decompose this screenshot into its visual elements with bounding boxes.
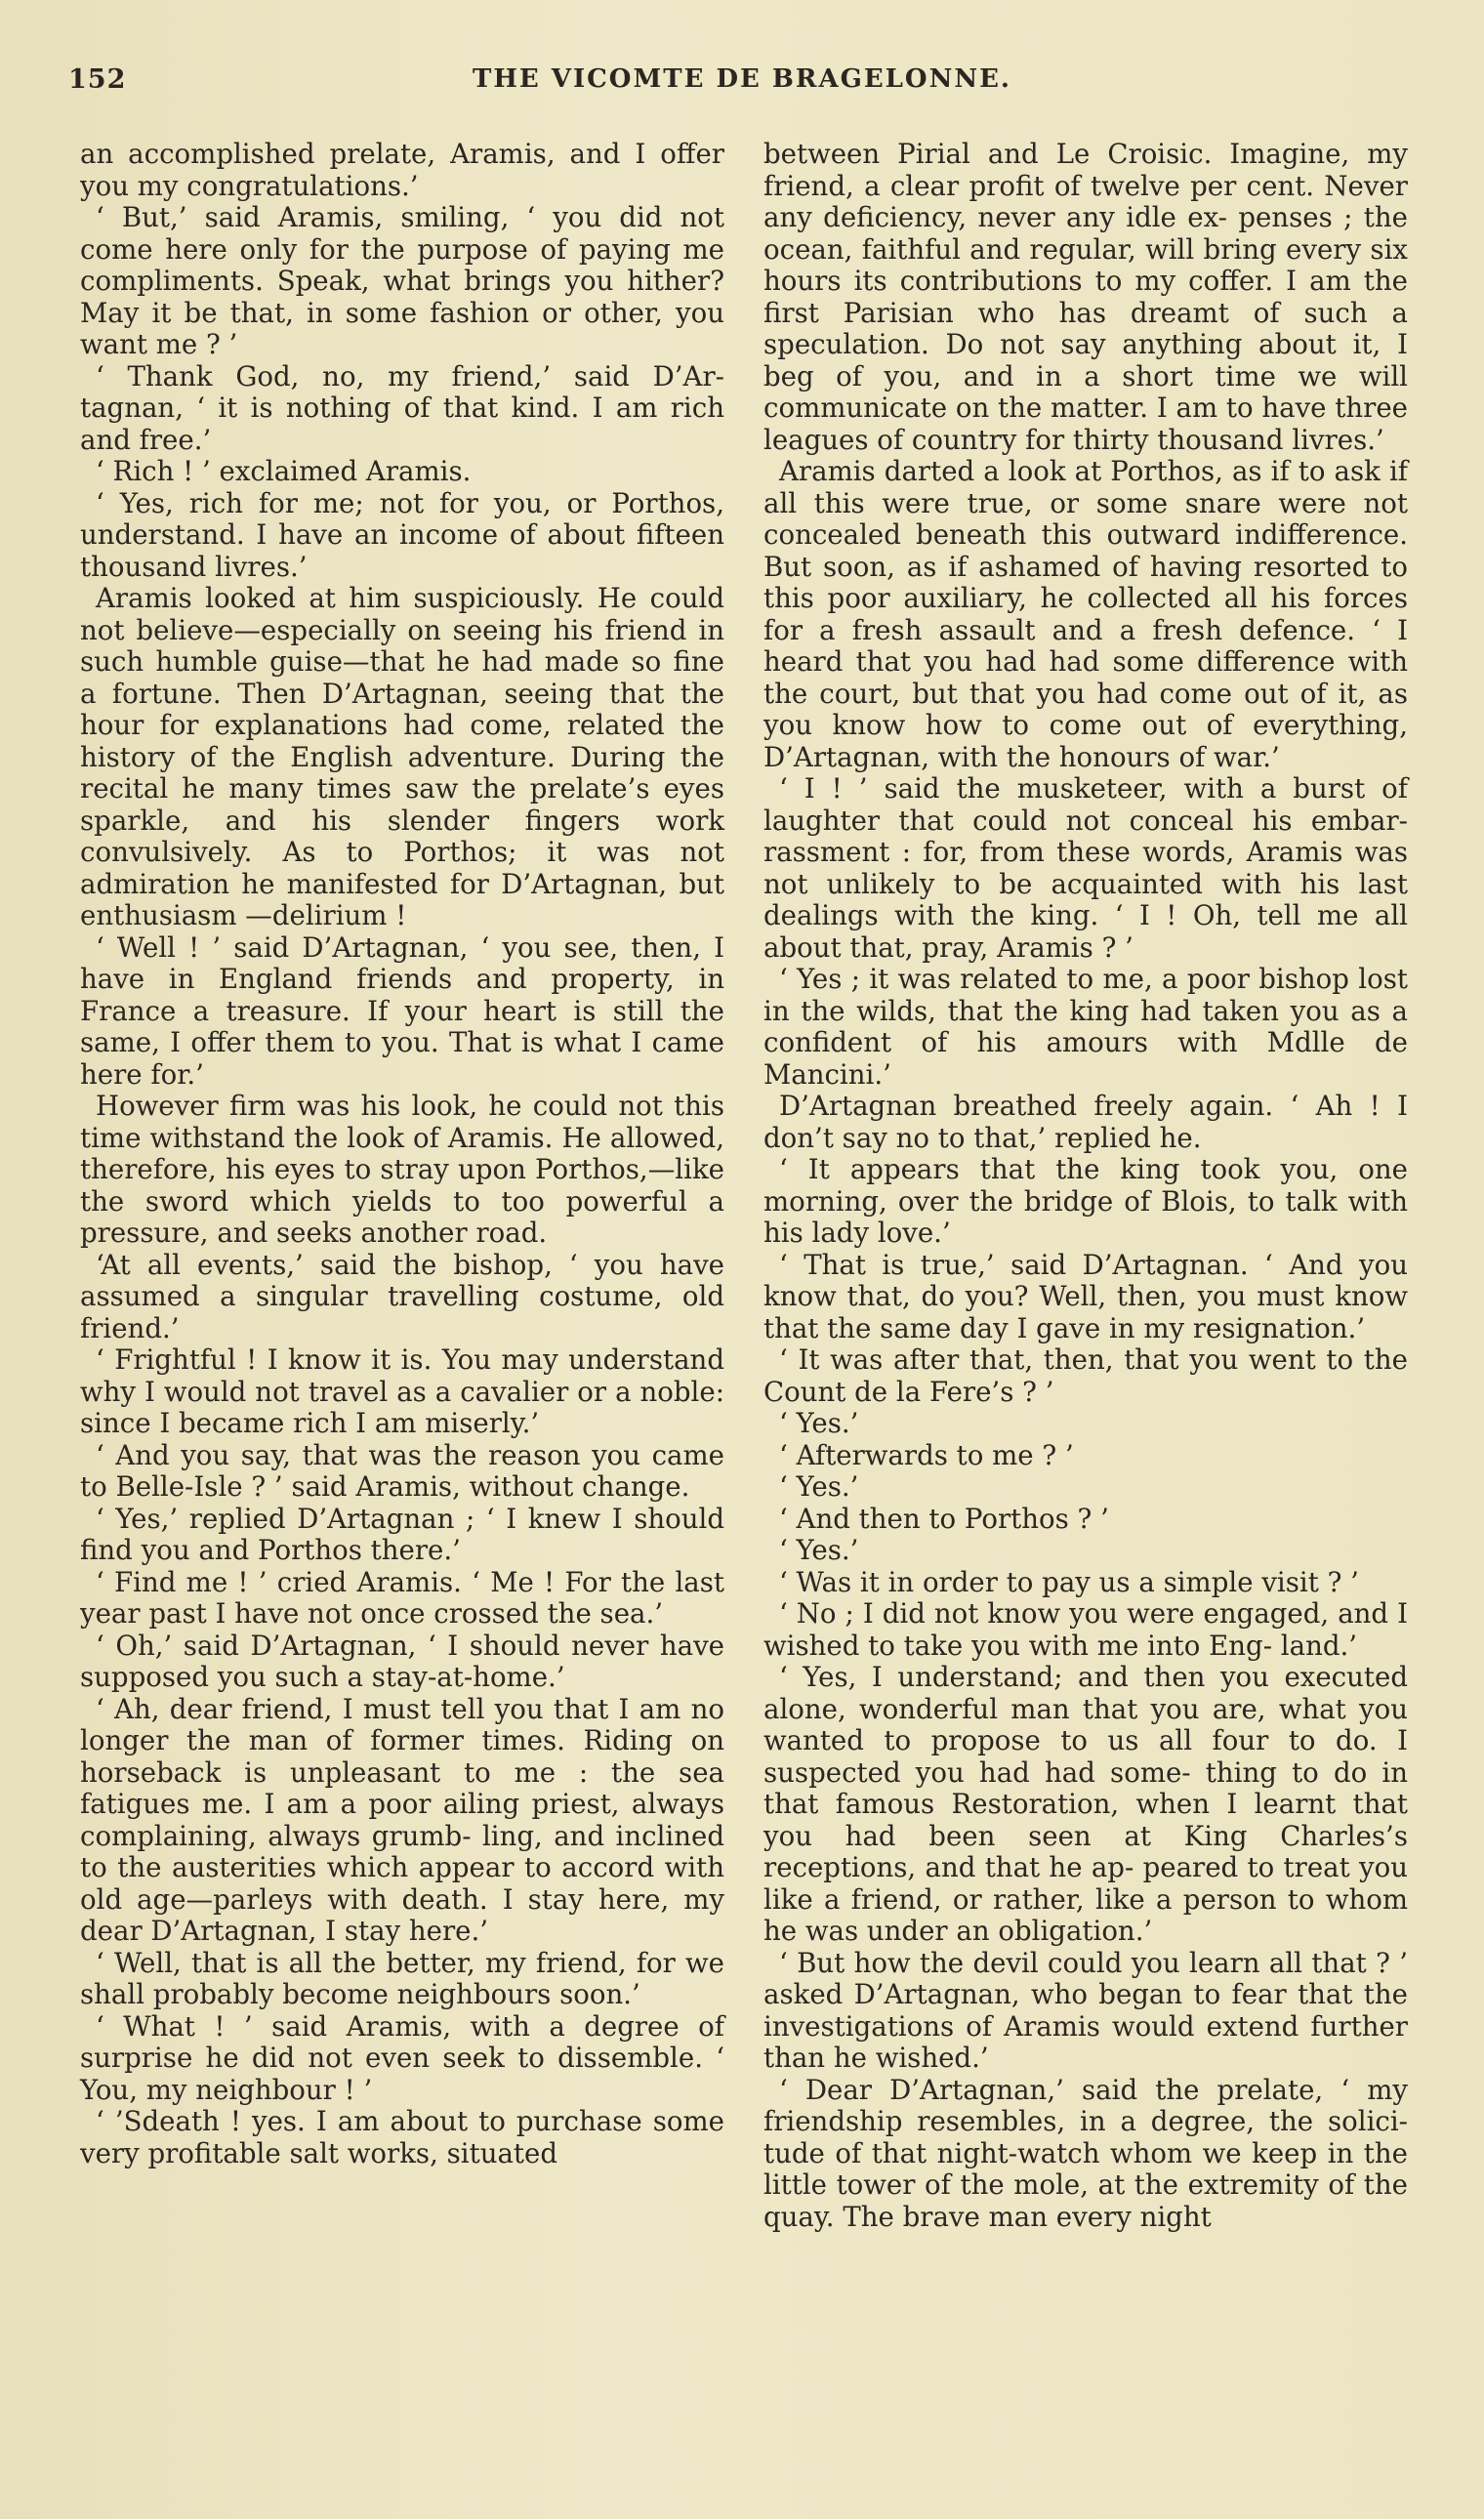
paragraph: ‘ Ah, dear friend, I must tell you that I am no longer the man of former times. Riding on horseback is unpleasant to me : the sea fatigues me. I am a poor ailing priest, always complaining, always grumb- ling, and inclined to the austerities which appear to accord with old age—parleys with death. I stay here, my dear D’Artagnan, I stay here.’ [80,1692,724,1947]
paragraph: ‘ Yes, rich for me; not for you, or Porthos, understand. I have an income of about fifteen thousand livres.’ [80,486,724,583]
paragraph: ‘ But how the devil could you learn all that ? ’ asked D’Artagnan, who began to fear that the investigations of Aramis would extend further than he wished.’ [763,1946,1408,2074]
paragraph: ‘ Yes.’ [779,1407,859,1439]
paragraph: ‘ That is true,’ said D’Artagnan. ‘ And you know that, do you? Well, then, you must know that the same day I gave in my resignation.’ [763,1248,1408,1344]
paragraph: ‘ Rich ! ’ exclaimed Aramis. [96,455,472,487]
paragraph: ‘ Yes.’ [779,1470,859,1503]
paragraph: ‘ Thank God, no, my friend,’ said D’Ar- tagnan, ‘ it is nothing of that kind. I am rich and free.’ [80,359,724,456]
paragraph: ‘ And then to Porthos ? ’ [779,1502,1109,1535]
paragraph: ‘ Was it in order to pay us a simple visit ? ’ [779,1565,1359,1598]
paragraph: ‘ Dear D’Artagnan,’ said the prelate, ‘ my friendship resembles, in a degree, the solici- tude of that night-watch whom we keep in the little tower of the mole, at the extremity of the quay. The brave man every night [763,2073,1408,2233]
paragraph: ‘ But,’ said Aramis, smiling, ‘ you did not come here only for the purpose of paying me compliments. Speak, what brings you hither? May it be that, in some fashion or other, you want me ? ’ [80,201,724,360]
paragraph: ‘At all events,’ said the bishop, ‘ you have assumed a singular travelling costume, old friend.’ [80,1248,724,1344]
paragraph: ‘ Well, that is all the better, my friend, for we shall probably become neighbours soon.’ [80,1946,724,2010]
paragraph: ‘ It appears that the king took you, one morning, over the bridge of Blois, to talk with his lady love.’ [763,1153,1408,1249]
paragraph: ‘ Find me ! ’ cried Aramis. ‘ Me ! For the last year past I have not once crossed the sea.’ [80,1565,724,1630]
paragraph: an accomplished prelate, Aramis, and I offer you my congratulations.’ [80,138,724,202]
paragraph: ‘ No ; I did not know you were engaged, and I wished to take you with me into Eng- land.’ [763,1597,1408,1662]
paragraph: ‘ What ! ’ said Aramis, with a degree of surprise he did not even seek to dissemble. ‘ You, my neighbour ! ’ [80,2009,724,2106]
paragraph: ‘ Oh,’ said D’Artagnan, ‘ I should never have supposed you such a stay-at-home.’ [80,1629,724,1693]
paragraph: ‘ ’Sdeath ! yes. I am about to purchase some very profitable salt works, situated [80,2105,724,2169]
paragraph: between Pirial and Le Croisic. Imagine, my friend, a clear profit of twelve per cent. Never any deficiency, never any idle ex- penses ; the ocean, faithful and regular, will bring every six hours its contributions to my coffer. I am the first Parisian who has dreamt of such a speculation. Do not say anything about it, I beg of you, and in a short time we will communicate on the matter. I am to have three leagues of country for thirty thousand livres.’ [763,138,1408,456]
paragraph: Aramis darted a look at Porthos, as if to ask if all this were true, or some snare were not concealed beneath this outward indifference. But soon, as if ashamed of having resorted to this poor auxiliary, he collected all his forces for a fresh assault and a fresh defence. ‘ I heard that you had had some difference with the court, but that you had come out of it, as you know how to come out of everything, D’Artagnan, with the honours of war.’ [763,455,1408,773]
paragraph: ‘ Yes, I understand; and then you executed alone, wonderful man that you are, what you wanted to propose to us all four to do. I suspected you had had some- thing to do in that famous Restoration, when I learnt that you had been seen at King Charles’s receptions, and that he ap- peared to treat you like a friend, or rather, like a person to whom he was under an obligation.’ [763,1661,1408,1947]
paragraph: D’Artagnan breathed freely again. ‘ Ah ! I don’t say no to that,’ replied he. [763,1090,1408,1154]
paragraph: However firm was his look, he could not this time withstand the look of Aramis. He allowed, therefore, his eyes to stray upon Porthos,—like the sword which yields to too powerful a pressure, and seeks another road. [80,1090,724,1249]
paragraph: ‘ I ! ’ said the musketeer, with a burst of laughter that could not conceal his embar- rassment : for, from these words, Aramis was not unlikely to be acquainted with his last dealings with the king. ‘ I ! Oh, tell me all about that, pray, Aramis ? ’ [763,772,1408,964]
paragraph: Aramis looked at him suspiciously. He could not believe—especially on seeing his friend in such humble guise—that he had made so fine a fortune. Then D’Artagnan, seeing that the hour for explanations had come, related the history of the English adventure. During the recital he many times saw the prelate’s eyes sparkle, and his slender fingers work convulsively. As to Porthos; it was not admiration he manifested for D’Artagnan, but enthusiasm —delirium ! [80,582,724,931]
paragraph: ‘ And you say, that was the reason you came to Belle-Isle ? ’ said Aramis, without change. [80,1438,724,1503]
paragraph: ‘ Yes,’ replied D’Artagnan ; ‘ I knew I should find you and Porthos there.’ [80,1502,724,1566]
paragraph: ‘ Yes ; it was related to me, a poor bishop lost in the wilds, that the king had taken you as a confident of his amours with Mdlle de Mancini.’ [763,963,1408,1091]
page-header [68,64,1416,103]
paragraph: ‘ Yes.’ [779,1534,859,1566]
paragraph: ‘ Well ! ’ said D’Artagnan, ‘ you see, then, I have in England friends and property, in France a treasure. If your heart is still the same, I offer them to you. That is what I came here for.’ [80,930,724,1091]
right-column [763,139,1408,2233]
paragraph: ‘ Afterwards to me ? ’ [779,1438,1074,1471]
paragraph: ‘ Frightful ! I know it is. You may understand why I would not travel as a cavalier or a noble: since I became rich I am miserly.’ [80,1343,724,1439]
left-column [80,139,724,2169]
paragraph: ‘ It was after that, then, that you went to the Count de la Fere’s ? ’ [763,1343,1408,1408]
page-number: 152 [68,64,127,95]
running-title: THE VICOMTE DE BRAGELONNE. [473,64,1011,94]
